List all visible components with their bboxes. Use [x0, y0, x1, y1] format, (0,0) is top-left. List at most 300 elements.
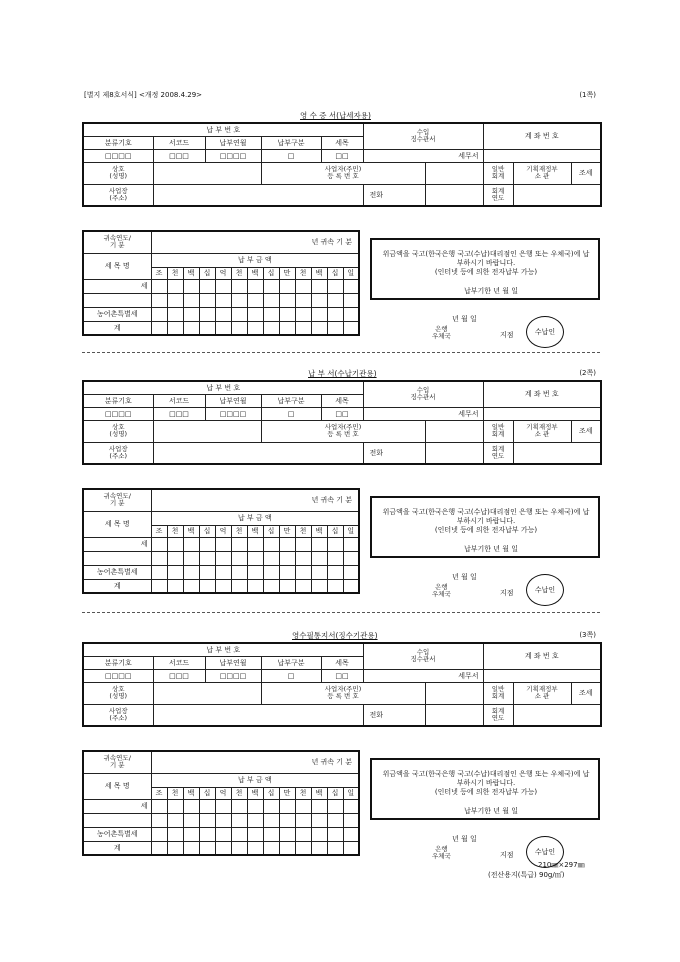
year-month-label: 납부연월 — [205, 656, 261, 669]
receipt-stamp: 수납인 — [526, 836, 564, 868]
amount-digit-cell[interactable] — [279, 279, 295, 293]
bank-post-label: 은행 우체국 — [432, 325, 451, 340]
amount-digit-cell[interactable] — [311, 813, 327, 827]
cut-line — [82, 612, 600, 613]
amount-digit-cell[interactable] — [167, 293, 183, 307]
digit-header: 일 — [343, 787, 359, 799]
amount-digit-cell[interactable] — [199, 551, 215, 565]
amount-digit-cell[interactable] — [167, 841, 183, 855]
registration-number-label: 사업자(주민) 등 록 번 호 — [261, 682, 425, 704]
amount-digit-cell[interactable] — [295, 279, 311, 293]
amount-digit-cell[interactable] — [167, 827, 183, 841]
payer-info-table — [82, 380, 602, 465]
amount-digit-cell[interactable] — [311, 841, 327, 855]
amount-digit-cell[interactable] — [183, 307, 199, 321]
amount-digit-cell[interactable] — [247, 841, 263, 855]
amount-digit-cell[interactable] — [327, 799, 343, 813]
amount-digit-cell[interactable] — [295, 293, 311, 307]
amount-digit-cell[interactable] — [327, 813, 343, 827]
phone-label: 전화 — [363, 442, 425, 464]
payment-type-box: □ — [261, 669, 321, 682]
office-code-boxes: □□□ — [153, 669, 205, 682]
amount-digit-cell[interactable] — [231, 813, 247, 827]
fiscal-year-label: 회계 연도 — [483, 184, 513, 206]
total-label: 계 — [83, 321, 151, 335]
paper-spec: (전산용지(특급) 90g/㎡) — [488, 871, 565, 879]
account-number-label: 계 좌 번 호 — [483, 123, 601, 149]
amount-digit-cell[interactable] — [343, 813, 359, 827]
amount-digit-cell[interactable] — [151, 279, 167, 293]
amount-digit-cell[interactable] — [343, 279, 359, 293]
amount-digit-cell[interactable] — [215, 827, 231, 841]
amount-digit-cell[interactable] — [247, 307, 263, 321]
office-code-label: 서코드 — [153, 656, 205, 669]
office-code-label: 서코드 — [153, 394, 205, 407]
digit-header: 십 — [327, 787, 343, 799]
tax-row-label: 세 — [83, 537, 151, 551]
amount-digit-cell[interactable] — [183, 293, 199, 307]
digit-header: 만 — [279, 787, 295, 799]
year-attribution-text: 년 귀속 기 분 — [151, 751, 359, 773]
amount-digit-cell[interactable] — [311, 321, 327, 335]
amount-digit-cell[interactable] — [263, 565, 279, 579]
digit-header: 천 — [231, 267, 247, 279]
amount-digit-cell[interactable] — [279, 293, 295, 307]
amount-digit-cell[interactable] — [311, 799, 327, 813]
amount-digit-cell[interactable] — [215, 579, 231, 593]
amount-digit-cell[interactable] — [343, 799, 359, 813]
amount-digit-cell[interactable] — [311, 827, 327, 841]
class-code-label: 분류기호 — [83, 136, 153, 149]
amount-digit-cell[interactable] — [263, 799, 279, 813]
business-place-label: 사업장 (주소) — [83, 184, 153, 206]
amount-digit-cell[interactable] — [151, 293, 167, 307]
amount-digit-cell[interactable] — [151, 537, 167, 551]
office-code-boxes: □□□ — [153, 407, 205, 420]
year-month-label: 납부연월 — [205, 394, 261, 407]
amount-digit-cell[interactable] — [247, 813, 263, 827]
amount-digit-cell[interactable] — [199, 813, 215, 827]
tax-row-label: 세 — [83, 279, 151, 293]
amount-digit-cell[interactable] — [343, 321, 359, 335]
payment-type-label: 납부구분 — [261, 136, 321, 149]
amount-digit-cell[interactable] — [279, 537, 295, 551]
amount-digit-cell[interactable] — [311, 565, 327, 579]
digit-header: 일 — [343, 525, 359, 537]
attribution-year-label: 귀속연도/ 기 분 — [83, 231, 151, 253]
amount-digit-cell[interactable] — [343, 537, 359, 551]
amount-digit-cell[interactable] — [167, 551, 183, 565]
amount-digit-cell[interactable] — [199, 321, 215, 335]
receipt-stamp: 수납인 — [526, 574, 564, 606]
year-month-boxes: □□□□ — [205, 407, 261, 420]
amount-digit-cell[interactable] — [183, 579, 199, 593]
amount-digit-cell[interactable] — [343, 293, 359, 307]
due-date-line: 납부기한 년 월 일 — [464, 287, 519, 295]
amount-digit-cell[interactable] — [183, 799, 199, 813]
amount-digit-cell[interactable] — [295, 813, 311, 827]
tax-item-boxes: □□ — [321, 149, 363, 162]
digit-header: 조 — [151, 525, 167, 537]
digit-header: 천 — [295, 267, 311, 279]
amount-digit-cell[interactable] — [199, 565, 215, 579]
general-account-label: 일반 회계 — [483, 420, 513, 442]
revenue-office-label: 수입 징수관서 — [363, 381, 483, 407]
digit-header: 천 — [231, 787, 247, 799]
amount-digit-cell[interactable] — [263, 307, 279, 321]
ministry-label: 기획재정부 소 관 — [513, 420, 571, 442]
amount-digit-cell[interactable] — [199, 827, 215, 841]
tax-item-label: 세목 — [321, 656, 363, 669]
digit-header: 십 — [199, 267, 215, 279]
digit-header: 백 — [183, 787, 199, 799]
year-month-boxes: □□□□ — [205, 149, 261, 162]
amount-digit-cell[interactable] — [167, 307, 183, 321]
amount-digit-cell[interactable] — [215, 813, 231, 827]
fiscal-year-label: 회계 연도 — [483, 704, 513, 726]
amount-digit-cell[interactable] — [231, 841, 247, 855]
amount-digit-cell[interactable] — [263, 827, 279, 841]
amount-digit-cell[interactable] — [231, 579, 247, 593]
amount-digit-cell[interactable] — [183, 565, 199, 579]
amount-digit-cell[interactable] — [295, 321, 311, 335]
digit-header: 백 — [247, 525, 263, 537]
amount-digit-cell[interactable] — [215, 321, 231, 335]
tax-item-boxes: □□ — [321, 407, 363, 420]
payment-number-header: 납 부 번 호 — [83, 643, 363, 656]
amount-digit-cell[interactable] — [279, 307, 295, 321]
amount-digit-cell[interactable] — [343, 579, 359, 593]
rural-tax-label: 농어촌특별세 — [83, 827, 151, 841]
amount-digit-cell[interactable] — [199, 799, 215, 813]
payment-type-box: □ — [261, 149, 321, 162]
account-number-label: 계 좌 번 호 — [483, 643, 601, 669]
bank-notice-text: 위금액을 국고(한국은행 국고(수납)대리점인 은행 또는 우체국)에 납부하시기 바랍니다. (인터넷 등에 의한 전자납부 가능) — [382, 250, 590, 276]
amount-digit-cell[interactable] — [151, 307, 167, 321]
amount-digit-cell[interactable] — [167, 799, 183, 813]
branch-label: 지점 — [500, 589, 514, 597]
paper-size: 210㎜×297㎜ — [538, 861, 585, 869]
digit-header: 백 — [311, 787, 327, 799]
business-place-label: 사업장 (주소) — [83, 704, 153, 726]
amount-digit-cell[interactable] — [343, 551, 359, 565]
amount-digit-cell[interactable] — [263, 579, 279, 593]
amount-digit-cell[interactable] — [263, 293, 279, 307]
digit-header: 조 — [151, 267, 167, 279]
trade-name-label: 상호 (성명) — [83, 162, 153, 184]
amount-digit-cell[interactable] — [183, 813, 199, 827]
amount-table — [82, 488, 360, 594]
amount-digit-cell[interactable] — [167, 279, 183, 293]
ministry-label: 기획재정부 소 관 — [513, 682, 571, 704]
digit-header: 만 — [279, 267, 295, 279]
amount-digit-cell[interactable] — [247, 579, 263, 593]
amount-digit-cell[interactable] — [263, 841, 279, 855]
amount-digit-cell[interactable] — [215, 279, 231, 293]
branch-label: 지점 — [500, 851, 514, 859]
amount-digit-cell[interactable] — [151, 827, 167, 841]
due-date-line: 납부기한 년 월 일 — [464, 545, 519, 553]
tax-item-label: 세목 — [321, 394, 363, 407]
amount-digit-cell[interactable] — [295, 799, 311, 813]
amount-digit-cell[interactable] — [183, 279, 199, 293]
amount-digit-cell[interactable] — [151, 799, 167, 813]
attribution-year-label: 귀속연도/ 기 분 — [83, 489, 151, 511]
amount-digit-cell[interactable] — [295, 565, 311, 579]
amount-digit-cell[interactable] — [167, 565, 183, 579]
digit-header: 백 — [311, 267, 327, 279]
amount-digit-cell[interactable] — [231, 799, 247, 813]
amount-digit-cell[interactable] — [215, 565, 231, 579]
amount-digit-cell[interactable] — [231, 537, 247, 551]
digit-header: 백 — [247, 787, 263, 799]
attribution-year-label: 귀속연도/ 기 분 — [83, 751, 151, 773]
amount-digit-cell[interactable] — [199, 279, 215, 293]
amount-digit-cell[interactable] — [311, 293, 327, 307]
ministry-label: 기획재정부 소 관 — [513, 162, 571, 184]
amount-digit-cell[interactable] — [215, 799, 231, 813]
tax-word-label: 조세 — [571, 162, 601, 184]
due-date-line: 납부기한 년 월 일 — [464, 807, 519, 815]
bank-notice-box — [370, 496, 600, 558]
amount-digit-cell[interactable] — [247, 565, 263, 579]
payer-info-table — [82, 122, 602, 207]
amount-digit-cell[interactable] — [311, 537, 327, 551]
revenue-office-label: 수입 징수관서 — [363, 643, 483, 669]
general-account-label: 일반 회계 — [483, 162, 513, 184]
amount-digit-cell[interactable] — [215, 307, 231, 321]
digit-header: 백 — [247, 267, 263, 279]
amount-digit-cell[interactable] — [183, 551, 199, 565]
tax-name-label: 세 목 명 — [83, 253, 151, 279]
amount-digit-cell[interactable] — [247, 293, 263, 307]
amount-digit-cell[interactable] — [311, 307, 327, 321]
amount-digit-cell[interactable] — [295, 827, 311, 841]
payment-amount-label: 납 부 금 액 — [151, 253, 359, 267]
amount-digit-cell[interactable] — [279, 827, 295, 841]
section-title: 영 수 증 서(납세자용) — [300, 111, 371, 120]
amount-digit-cell[interactable] — [231, 827, 247, 841]
branch-label: 지점 — [500, 331, 514, 339]
bank-notice-box — [370, 238, 600, 300]
tax-office-label: 세무서 — [363, 407, 483, 420]
amount-digit-cell[interactable] — [167, 813, 183, 827]
amount-digit-cell[interactable] — [199, 579, 215, 593]
bank-notice-text: 위금액을 국고(한국은행 국고(수납)대리점인 은행 또는 우체국)에 납부하시기 바랍니다. (인터넷 등에 의한 전자납부 가능) — [382, 508, 590, 534]
amount-digit-cell[interactable] — [295, 579, 311, 593]
amount-digit-cell[interactable] — [183, 321, 199, 335]
payment-number-header: 납 부 번 호 — [83, 381, 363, 394]
amount-digit-cell[interactable] — [199, 537, 215, 551]
amount-digit-cell[interactable] — [247, 279, 263, 293]
amount-digit-cell[interactable] — [199, 293, 215, 307]
amount-digit-cell[interactable] — [215, 293, 231, 307]
amount-digit-cell[interactable] — [279, 841, 295, 855]
tax-office-label: 세무서 — [363, 149, 483, 162]
digit-header: 백 — [183, 525, 199, 537]
tax-row-label: 세 — [83, 799, 151, 813]
digit-header: 일 — [343, 267, 359, 279]
amount-digit-cell[interactable] — [151, 551, 167, 565]
amount-digit-cell[interactable] — [247, 827, 263, 841]
amount-digit-cell[interactable] — [343, 841, 359, 855]
tax-item-label: 세목 — [321, 136, 363, 149]
digit-header: 십 — [263, 787, 279, 799]
bank-notice-box — [370, 758, 600, 820]
amount-digit-cell[interactable] — [279, 565, 295, 579]
amount-digit-cell[interactable] — [311, 279, 327, 293]
receipt-stamp: 수납인 — [526, 316, 564, 348]
amount-digit-cell[interactable] — [247, 321, 263, 335]
year-month-label: 납부연월 — [205, 136, 261, 149]
amount-digit-cell[interactable] — [167, 537, 183, 551]
page-number: (3쪽) — [579, 631, 596, 639]
amount-digit-cell[interactable] — [327, 565, 343, 579]
amount-digit-cell[interactable] — [247, 551, 263, 565]
trade-name-label: 상호 (성명) — [83, 420, 153, 442]
digit-header: 십 — [199, 787, 215, 799]
amount-digit-cell[interactable] — [327, 321, 343, 335]
account-number-label: 계 좌 번 호 — [483, 381, 601, 407]
digit-header: 십 — [263, 525, 279, 537]
registration-number-label: 사업자(주민) 등 록 번 호 — [261, 162, 425, 184]
amount-digit-cell[interactable] — [263, 537, 279, 551]
amount-digit-cell[interactable] — [343, 307, 359, 321]
digit-header: 백 — [183, 267, 199, 279]
business-place-label: 사업장 (주소) — [83, 442, 153, 464]
digit-header: 억 — [215, 267, 231, 279]
year-month-boxes: □□□□ — [205, 669, 261, 682]
section-title: 영수필통지서(징수기관용) — [292, 631, 378, 640]
amount-digit-cell[interactable] — [151, 565, 167, 579]
amount-digit-cell[interactable] — [231, 565, 247, 579]
digit-header: 조 — [151, 787, 167, 799]
class-code-boxes: □□□□ — [83, 669, 153, 682]
amount-digit-cell[interactable] — [327, 579, 343, 593]
amount-digit-cell[interactable] — [167, 321, 183, 335]
class-code-label: 분류기호 — [83, 656, 153, 669]
amount-digit-cell[interactable] — [183, 841, 199, 855]
amount-digit-cell[interactable] — [327, 537, 343, 551]
amount-digit-cell[interactable] — [183, 827, 199, 841]
amount-digit-cell[interactable] — [279, 813, 295, 827]
phone-label: 전화 — [363, 184, 425, 206]
amount-digit-cell[interactable] — [231, 279, 247, 293]
form-section — [0, 624, 680, 874]
rural-tax-label: 농어촌특별세 — [83, 307, 151, 321]
amount-digit-cell[interactable] — [279, 579, 295, 593]
digit-header: 백 — [311, 525, 327, 537]
amount-digit-cell[interactable] — [279, 551, 295, 565]
amount-table — [82, 750, 360, 856]
amount-digit-cell[interactable] — [231, 551, 247, 565]
form-section — [0, 362, 680, 612]
amount-digit-cell[interactable] — [279, 799, 295, 813]
amount-digit-cell[interactable] — [263, 551, 279, 565]
tax-name-label: 세 목 명 — [83, 511, 151, 537]
digit-header: 십 — [263, 267, 279, 279]
amount-digit-cell[interactable] — [295, 841, 311, 855]
amount-digit-cell[interactable] — [295, 307, 311, 321]
class-code-label: 분류기호 — [83, 394, 153, 407]
amount-digit-cell[interactable] — [199, 841, 215, 855]
digit-header: 십 — [199, 525, 215, 537]
general-account-label: 일반 회계 — [483, 682, 513, 704]
class-code-boxes: □□□□ — [83, 149, 153, 162]
amount-digit-cell[interactable] — [151, 841, 167, 855]
revenue-office-label: 수입 징수관서 — [363, 123, 483, 149]
amount-digit-cell[interactable] — [343, 827, 359, 841]
amount-digit-cell[interactable] — [295, 551, 311, 565]
amount-digit-cell[interactable] — [327, 279, 343, 293]
amount-digit-cell[interactable] — [279, 321, 295, 335]
payment-amount-label: 납 부 금 액 — [151, 773, 359, 787]
payer-info-table — [82, 642, 602, 727]
rural-tax-label: 농어촌특별세 — [83, 565, 151, 579]
tax-office-label: 세무서 — [363, 669, 483, 682]
payment-type-label: 납부구분 — [261, 394, 321, 407]
bank-notice-text: 위금액을 국고(한국은행 국고(수납)대리점인 은행 또는 우체국)에 납부하시기 바랍니다. (인터넷 등에 의한 전자납부 가능) — [382, 770, 590, 796]
amount-digit-cell[interactable] — [327, 551, 343, 565]
page-number: (1쪽) — [579, 91, 596, 99]
tax-item-boxes: □□ — [321, 669, 363, 682]
amount-digit-cell[interactable] — [263, 321, 279, 335]
amount-digit-cell[interactable] — [151, 579, 167, 593]
total-label: 계 — [83, 841, 151, 855]
amount-digit-cell[interactable] — [247, 537, 263, 551]
amount-digit-cell[interactable] — [295, 537, 311, 551]
amount-digit-cell[interactable] — [151, 321, 167, 335]
year-attribution-text: 년 귀속 기 분 — [151, 489, 359, 511]
digit-header: 천 — [167, 525, 183, 537]
amount-table — [82, 230, 360, 336]
amount-digit-cell[interactable] — [151, 813, 167, 827]
amount-digit-cell[interactable] — [167, 579, 183, 593]
amount-digit-cell[interactable] — [263, 279, 279, 293]
bank-post-label: 은행 우체국 — [432, 583, 451, 598]
form-label: [별지 제8호서식] <개정 2008.4.29> — [84, 91, 203, 99]
fiscal-year-label: 회계 연도 — [483, 442, 513, 464]
amount-digit-cell[interactable] — [231, 307, 247, 321]
amount-digit-cell[interactable] — [327, 841, 343, 855]
amount-digit-cell[interactable] — [215, 551, 231, 565]
payment-amount-label: 납 부 금 액 — [151, 511, 359, 525]
tax-word-label: 조세 — [571, 682, 601, 704]
amount-digit-cell[interactable] — [263, 813, 279, 827]
amount-digit-cell[interactable] — [327, 293, 343, 307]
tax-word-label: 조세 — [571, 420, 601, 442]
amount-digit-cell[interactable] — [215, 537, 231, 551]
digit-header: 십 — [327, 267, 343, 279]
amount-digit-cell[interactable] — [215, 841, 231, 855]
amount-digit-cell[interactable] — [311, 579, 327, 593]
payment-type-box: □ — [261, 407, 321, 420]
amount-digit-cell[interactable] — [183, 537, 199, 551]
digit-header: 천 — [167, 787, 183, 799]
amount-digit-cell[interactable] — [311, 551, 327, 565]
amount-digit-cell[interactable] — [327, 827, 343, 841]
page-number: (2쪽) — [579, 369, 596, 377]
year-attribution-text: 년 귀속 기 분 — [151, 231, 359, 253]
amount-digit-cell[interactable] — [231, 321, 247, 335]
digit-header: 천 — [295, 787, 311, 799]
amount-digit-cell[interactable] — [327, 307, 343, 321]
amount-digit-cell[interactable] — [247, 799, 263, 813]
amount-digit-cell[interactable] — [343, 565, 359, 579]
amount-digit-cell[interactable] — [199, 307, 215, 321]
amount-digit-cell[interactable] — [231, 293, 247, 307]
date-line: 년 월 일 — [452, 573, 477, 581]
